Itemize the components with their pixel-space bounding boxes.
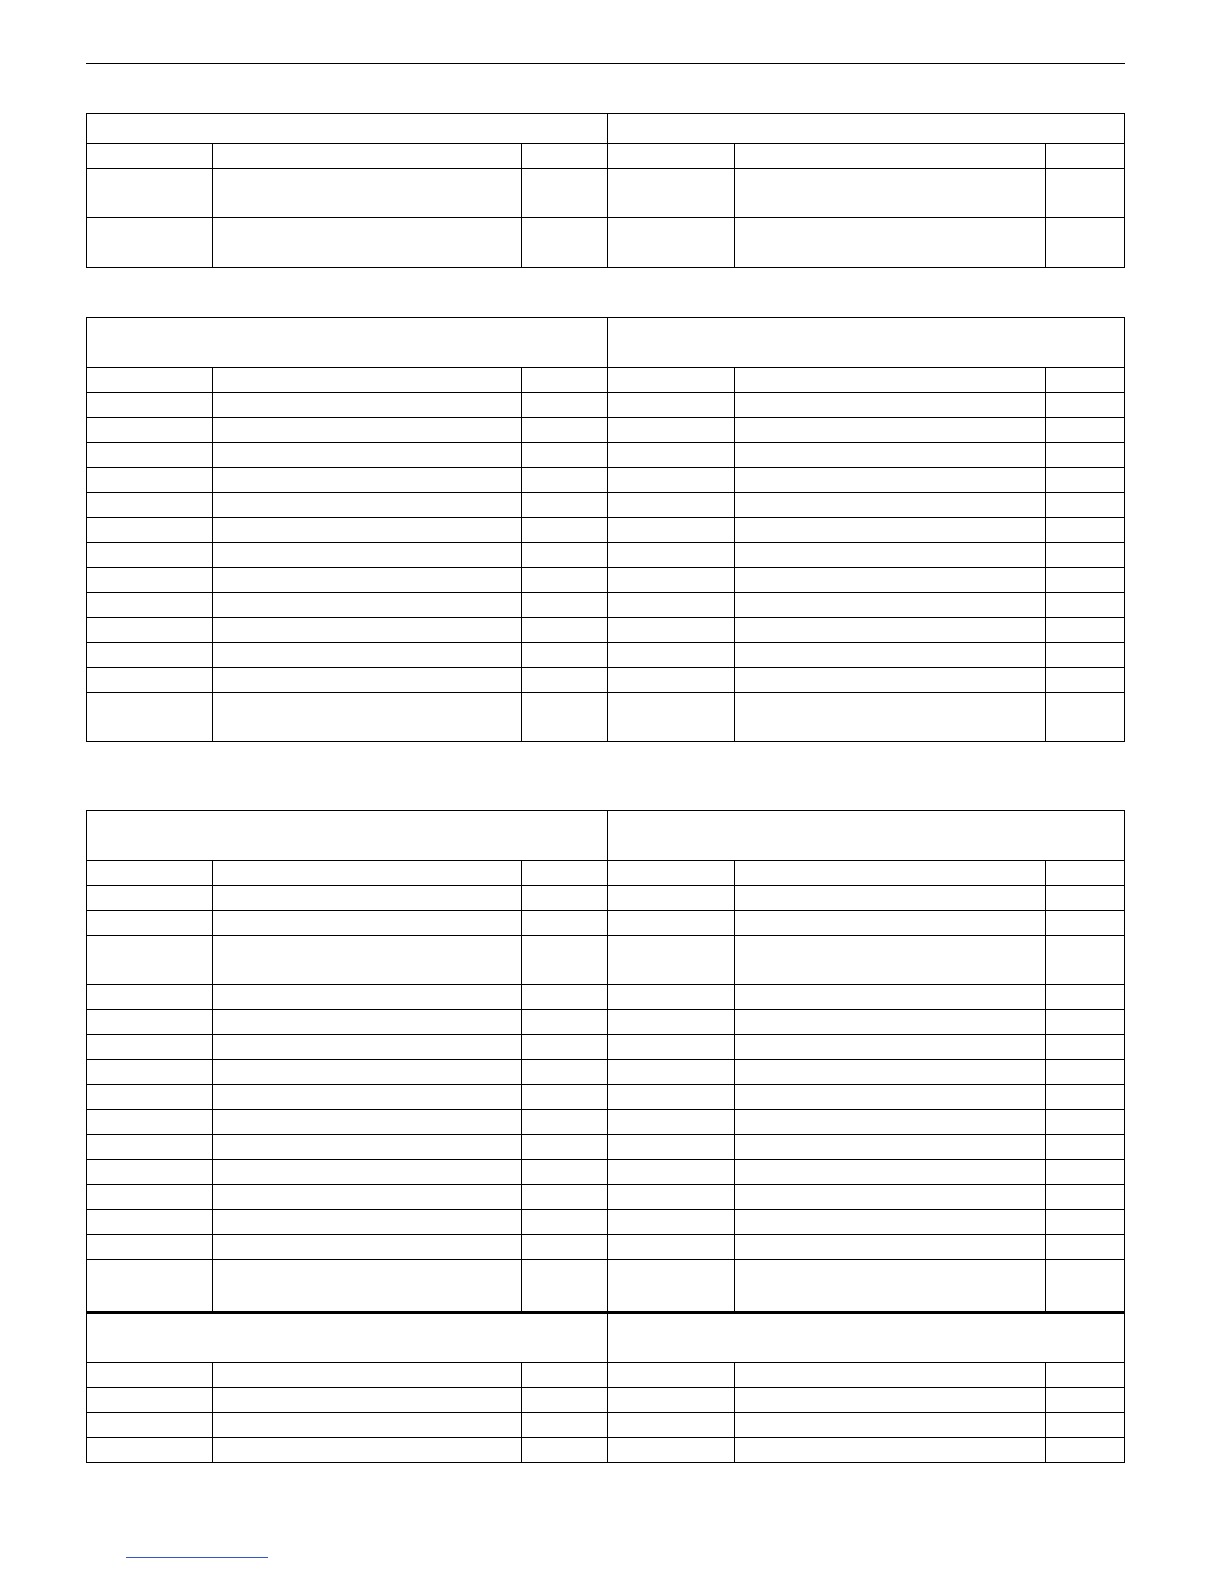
table-cell: [87, 368, 213, 393]
table-cell: [608, 443, 735, 468]
table-row: [87, 886, 1125, 911]
section-header-right: [608, 318, 1125, 368]
table-row: [87, 693, 1125, 742]
table-cell: [87, 861, 213, 886]
table-row: [87, 418, 1125, 443]
table-cell: [608, 593, 735, 618]
table-cell: [213, 443, 522, 468]
table-cell: [1046, 443, 1125, 468]
table-cell: [213, 936, 522, 985]
table-cell: [87, 1363, 213, 1388]
table-row: [87, 1085, 1125, 1110]
table-cell: [87, 443, 213, 468]
table-row: [87, 518, 1125, 543]
table-cell: [608, 468, 735, 493]
table-cell: [522, 1363, 608, 1388]
table-cell: [1046, 1185, 1125, 1210]
table-cell: [522, 1185, 608, 1210]
table-cell: [1046, 886, 1125, 911]
table-cell: [735, 1413, 1046, 1438]
table-cell: [1046, 568, 1125, 593]
table-row: [87, 144, 1125, 169]
table-cell: [213, 1388, 522, 1413]
table-cell: [735, 643, 1046, 668]
table-cell: [735, 668, 1046, 693]
table-cell: [735, 1260, 1046, 1313]
table-cell: [213, 418, 522, 443]
table-row: [87, 1388, 1125, 1413]
table-cell: [735, 1010, 1046, 1035]
table-cell: [522, 618, 608, 643]
table-row: [87, 393, 1125, 418]
table-cell: [213, 1363, 522, 1388]
table-cell: [608, 911, 735, 936]
table-cell: [213, 1085, 522, 1110]
table-cell: [522, 418, 608, 443]
table-cell: [735, 1210, 1046, 1235]
table-cell: [1046, 493, 1125, 518]
table-cell: [1046, 593, 1125, 618]
table-cell: [608, 668, 735, 693]
table-cell: [87, 418, 213, 443]
table-cell: [87, 1413, 213, 1438]
table-cell: [608, 169, 735, 218]
table-cell: [735, 1135, 1046, 1160]
table-cell: [87, 985, 213, 1010]
table-cell: [522, 1110, 608, 1135]
table-cell: [522, 393, 608, 418]
table-cell: [522, 218, 608, 268]
table-cell: [522, 368, 608, 393]
table-row: [87, 468, 1125, 493]
table-row: [87, 1313, 1125, 1363]
table-cell: [213, 568, 522, 593]
table-cell: [735, 886, 1046, 911]
table-cell: [735, 618, 1046, 643]
table-cell: [1046, 1438, 1125, 1463]
table-cell: [735, 911, 1046, 936]
table-row: [87, 568, 1125, 593]
table-cell: [735, 543, 1046, 568]
table-row: [87, 1413, 1125, 1438]
section-header-right: [608, 811, 1125, 861]
table-cell: [87, 593, 213, 618]
table-cell: [522, 1035, 608, 1060]
table-row: [87, 543, 1125, 568]
table-cell: [522, 911, 608, 936]
section-header-left: [87, 114, 608, 144]
table-cell: [735, 693, 1046, 742]
table-cell: [213, 886, 522, 911]
section-header-right: [608, 114, 1125, 144]
table-cell: [87, 493, 213, 518]
table-cell: [608, 393, 735, 418]
table-cell: [1046, 543, 1125, 568]
table-cell: [522, 1160, 608, 1185]
table-cell: [735, 861, 1046, 886]
table-cell: [522, 1388, 608, 1413]
table-cell: [608, 543, 735, 568]
table-cell: [608, 1210, 735, 1235]
table-row: [87, 1135, 1125, 1160]
table-cell: [87, 1388, 213, 1413]
table-cell: [87, 1185, 213, 1210]
table-cell: [213, 1185, 522, 1210]
table-cell: [213, 468, 522, 493]
table-cell: [735, 1185, 1046, 1210]
table-cell: [608, 1363, 735, 1388]
table-row: [87, 1438, 1125, 1463]
table-cell: [735, 518, 1046, 543]
table-cell: [87, 936, 213, 985]
table-cell: [87, 543, 213, 568]
table-cell: [87, 518, 213, 543]
table-row: [87, 668, 1125, 693]
form-table-1: [86, 113, 1125, 268]
table-cell: [735, 218, 1046, 268]
table-cell: [608, 1235, 735, 1260]
table-row: [87, 593, 1125, 618]
table-cell: [608, 1388, 735, 1413]
table-cell: [522, 1060, 608, 1085]
section-header-left: [87, 811, 608, 861]
table-cell: [735, 985, 1046, 1010]
table-cell: [87, 1085, 213, 1110]
table-cell: [735, 393, 1046, 418]
table-cell: [522, 1413, 608, 1438]
table-row: [87, 936, 1125, 985]
table-cell: [608, 1413, 735, 1438]
table-cell: [608, 1260, 735, 1313]
table-cell: [735, 568, 1046, 593]
table-row: [87, 368, 1125, 393]
table-cell: [213, 393, 522, 418]
table-cell: [522, 693, 608, 742]
table-cell: [522, 1260, 608, 1313]
table-cell: [522, 643, 608, 668]
table-cell: [213, 911, 522, 936]
table-row: [87, 1235, 1125, 1260]
table-row: [87, 911, 1125, 936]
table-cell: [87, 568, 213, 593]
table-row: [87, 1010, 1125, 1035]
table-cell: [608, 1185, 735, 1210]
table-cell: [608, 144, 735, 169]
table-cell: [87, 1235, 213, 1260]
table-cell: [522, 518, 608, 543]
table-row: [87, 1110, 1125, 1135]
table-cell: [735, 1085, 1046, 1110]
table-cell: [608, 418, 735, 443]
table-row: [87, 493, 1125, 518]
form-table-2: [86, 317, 1125, 742]
table-cell: [1046, 1085, 1125, 1110]
table-cell: [87, 393, 213, 418]
table-cell: [87, 1210, 213, 1235]
table-cell: [1046, 861, 1125, 886]
table-cell: [735, 1160, 1046, 1185]
table-cell: [1046, 1413, 1125, 1438]
section-header-left: [87, 318, 608, 368]
table-cell: [608, 693, 735, 742]
table-cell: [1046, 368, 1125, 393]
table-cell: [1046, 693, 1125, 742]
table-cell: [522, 861, 608, 886]
table-cell: [522, 1235, 608, 1260]
table-cell: [522, 144, 608, 169]
table-cell: [608, 493, 735, 518]
table-cell: [213, 593, 522, 618]
table-row: [87, 1185, 1125, 1210]
table-cell: [522, 593, 608, 618]
table-cell: [522, 568, 608, 593]
table-row: [87, 114, 1125, 144]
table-cell: [735, 1110, 1046, 1135]
table-cell: [1046, 468, 1125, 493]
table-cell: [213, 618, 522, 643]
table-cell: [1046, 393, 1125, 418]
table-cell: [608, 1135, 735, 1160]
table-cell: [735, 936, 1046, 985]
table-cell: [1046, 618, 1125, 643]
table-cell: [1046, 418, 1125, 443]
table-row: [87, 618, 1125, 643]
table-cell: [522, 493, 608, 518]
table-cell: [608, 886, 735, 911]
table-cell: [87, 618, 213, 643]
table-cell: [87, 668, 213, 693]
table-cell: [213, 144, 522, 169]
table-cell: [608, 368, 735, 393]
table-cell: [608, 643, 735, 668]
table-cell: [87, 1135, 213, 1160]
table-cell: [213, 1035, 522, 1060]
table-row: [87, 643, 1125, 668]
table-cell: [522, 543, 608, 568]
table-cell: [608, 1060, 735, 1085]
table-cell: [1046, 1010, 1125, 1035]
table-cell: [735, 493, 1046, 518]
table-cell: [735, 1235, 1046, 1260]
table-cell: [213, 1438, 522, 1463]
table-cell: [1046, 1260, 1125, 1313]
table-cell: [213, 1260, 522, 1313]
table-cell: [1046, 911, 1125, 936]
table-cell: [522, 668, 608, 693]
table-cell: [522, 443, 608, 468]
table-cell: [735, 1363, 1046, 1388]
table-cell: [1046, 1135, 1125, 1160]
header-rule: [86, 63, 1125, 64]
table-row: [87, 861, 1125, 886]
table-cell: [735, 1060, 1046, 1085]
table-cell: [87, 886, 213, 911]
table-cell: [1046, 668, 1125, 693]
table-cell: [608, 618, 735, 643]
table-cell: [608, 1010, 735, 1035]
table-cell: [213, 518, 522, 543]
table-row: [87, 169, 1125, 218]
table-cell: [735, 169, 1046, 218]
table-cell: [87, 1110, 213, 1135]
table-cell: [87, 693, 213, 742]
table-cell: [213, 668, 522, 693]
footer-link-underline[interactable]: [126, 1557, 268, 1558]
table-row: [87, 1260, 1125, 1313]
table-cell: [213, 368, 522, 393]
table-cell: [1046, 144, 1125, 169]
table-cell: [213, 1235, 522, 1260]
table-cell: [608, 936, 735, 985]
table-cell: [87, 169, 213, 218]
table-cell: [608, 1438, 735, 1463]
table-cell: [735, 443, 1046, 468]
table-cell: [608, 1110, 735, 1135]
table-cell: [87, 1160, 213, 1185]
table-cell: [213, 543, 522, 568]
table-row: [87, 1363, 1125, 1388]
table-cell: [735, 368, 1046, 393]
table-cell: [213, 493, 522, 518]
table-cell: [522, 169, 608, 218]
table-row: [87, 218, 1125, 268]
table-row: [87, 1060, 1125, 1085]
table-cell: [735, 468, 1046, 493]
table-row: [87, 811, 1125, 861]
table-cell: [87, 1260, 213, 1313]
table-cell: [608, 861, 735, 886]
table-cell: [1046, 1160, 1125, 1185]
table-row: [87, 1210, 1125, 1235]
table-row: [87, 1160, 1125, 1185]
table-cell: [87, 468, 213, 493]
table-cell: [213, 169, 522, 218]
table-cell: [522, 1438, 608, 1463]
table-cell: [1046, 1388, 1125, 1413]
section-header-left: [87, 1313, 608, 1363]
table-cell: [213, 985, 522, 1010]
table-cell: [735, 1388, 1046, 1413]
table-cell: [522, 886, 608, 911]
table-cell: [213, 1135, 522, 1160]
table-cell: [522, 985, 608, 1010]
form-table-3: [86, 810, 1125, 1463]
table-cell: [87, 144, 213, 169]
table-cell: [213, 1110, 522, 1135]
table-cell: [735, 418, 1046, 443]
table-cell: [1046, 218, 1125, 268]
table-cell: [608, 1085, 735, 1110]
table-row: [87, 1035, 1125, 1060]
table-cell: [87, 218, 213, 268]
table-cell: [87, 911, 213, 936]
table-cell: [1046, 169, 1125, 218]
table-cell: [213, 1060, 522, 1085]
table-row: [87, 318, 1125, 368]
table-cell: [213, 1210, 522, 1235]
table-cell: [87, 1010, 213, 1035]
table-cell: [1046, 518, 1125, 543]
table-cell: [1046, 1035, 1125, 1060]
table-cell: [1046, 936, 1125, 985]
table-row: [87, 443, 1125, 468]
section-header-right: [608, 1313, 1125, 1363]
table-cell: [87, 1035, 213, 1060]
table-cell: [608, 985, 735, 1010]
table-cell: [213, 861, 522, 886]
table-cell: [608, 518, 735, 543]
table-cell: [213, 643, 522, 668]
table-cell: [87, 1438, 213, 1463]
table-cell: [1046, 1235, 1125, 1260]
table-cell: [522, 1210, 608, 1235]
table-cell: [608, 1160, 735, 1185]
table-cell: [608, 1035, 735, 1060]
table-cell: [87, 1060, 213, 1085]
table-cell: [213, 1010, 522, 1035]
table-cell: [213, 218, 522, 268]
table-cell: [1046, 1110, 1125, 1135]
table-cell: [735, 1438, 1046, 1463]
table-cell: [735, 1035, 1046, 1060]
table-cell: [735, 144, 1046, 169]
table-cell: [522, 1135, 608, 1160]
table-cell: [213, 693, 522, 742]
table-cell: [213, 1160, 522, 1185]
table-cell: [213, 1413, 522, 1438]
table-cell: [608, 568, 735, 593]
table-cell: [608, 218, 735, 268]
table-cell: [87, 643, 213, 668]
table-cell: [1046, 1060, 1125, 1085]
table-cell: [1046, 985, 1125, 1010]
table-cell: [1046, 643, 1125, 668]
table-cell: [1046, 1210, 1125, 1235]
table-cell: [522, 1010, 608, 1035]
table-cell: [522, 936, 608, 985]
table-row: [87, 985, 1125, 1010]
table-cell: [522, 468, 608, 493]
table-cell: [1046, 1363, 1125, 1388]
table-cell: [522, 1085, 608, 1110]
table-cell: [735, 593, 1046, 618]
